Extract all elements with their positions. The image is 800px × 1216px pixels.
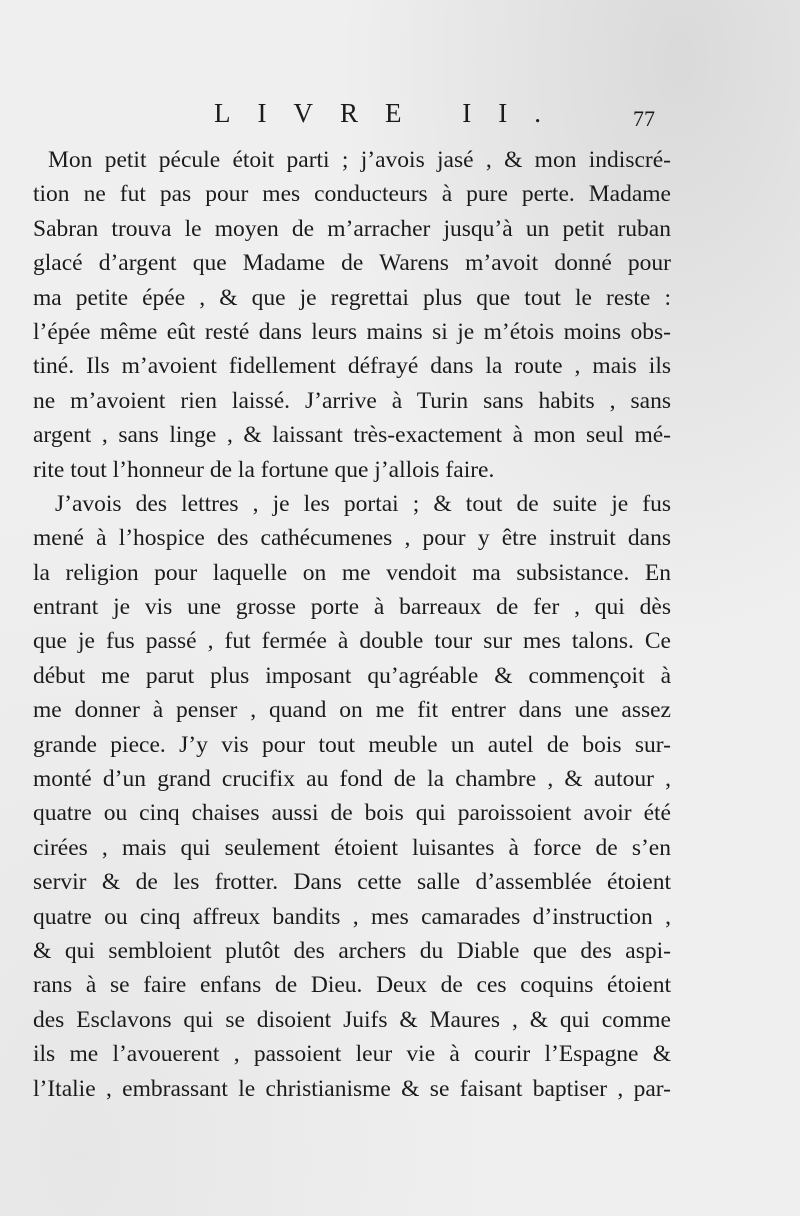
text-line: servir & de les frotter. Dans cette salle d’assemblée étoient [33, 869, 671, 896]
text-line: & qui sembloient plutôt des archers du Diable que des aspi- [33, 937, 671, 964]
text-line: entrant je vis une grosse porte à barreaux de fer , qui dès [33, 594, 671, 621]
text-line: J’avois des lettres , je les portai ; & tout de suite je fus [55, 490, 671, 517]
text-line: des Esclavons qui se disoient Juifs & Maures , & qui comme [33, 1006, 671, 1033]
text-line: rite tout l’honneur de la fortune que j’allois faire. [33, 456, 495, 483]
text-line: mené à l’hospice des cathécumenes , pour y être instruit dans [33, 525, 671, 552]
text-line: quatre ou cinq affreux bandits , mes camarades d’instruction , [33, 903, 671, 930]
text-line: cirées , mais qui seulement étoient luisantes à force de s’en [33, 834, 671, 861]
text-line: grande piece. J’y vis pour tout meuble un autel de bois sur- [33, 731, 671, 758]
text-line: début me parut plus imposant qu’agréable & commençoit à [33, 662, 671, 689]
running-head: LIVRE II. [214, 98, 568, 128]
text-line: argent , sans linge , & laissant très-exactement à mon seul mé- [33, 422, 671, 449]
text-line: ma petite épée , & que je regrettai plus que tout le reste : [33, 284, 671, 311]
text-line: tiné. Ils m’avoient fidellement défrayé dans la route , mais ils [33, 353, 671, 380]
page-number: 77 [633, 106, 655, 131]
text-line: l’Italie , embrassant le christianisme & se faisant baptiser , par- [33, 1075, 671, 1102]
text-line: ils me l’avouerent , passoient leur vie à courir l’Espagne & [33, 1041, 671, 1068]
text-line: Sabran trouva le moyen de m’arracher jusqu’à un petit ruban [33, 215, 671, 242]
text-line: l’épée même eût resté dans leurs mains si je m’étois moins obs- [33, 318, 671, 345]
text-line: monté d’un grand crucifix au fond de la chambre , & autour , [33, 766, 671, 793]
text-line: tion ne fut pas pour mes conducteurs à pure perte. Madame [33, 181, 671, 208]
page-header [0, 98, 800, 138]
text-line: que je fus passé , fut fermée à double tour sur mes talons. Ce [33, 628, 671, 655]
text-line: ne m’avoient rien laissé. J’arrive à Turin sans habits , sans [33, 387, 671, 414]
text-line: la religion pour laquelle on me vendoit ma subsistance. En [33, 559, 671, 586]
text-line: quatre ou cinq chaises aussi de bois qui paroissoient avoir été [33, 800, 671, 827]
body-text [33, 143, 671, 1106]
text-line: glacé d’argent que Madame de Warens m’avoit donné pour [33, 250, 671, 277]
text-line: Mon petit pécule étoit parti ; j’avois jasé , & mon indiscré- [48, 147, 671, 173]
text-line: rans à se faire enfans de Dieu. Deux de ces coquins étoient [33, 972, 671, 999]
text-line: me donner à penser , quand on me fit entrer dans une assez [33, 697, 671, 724]
